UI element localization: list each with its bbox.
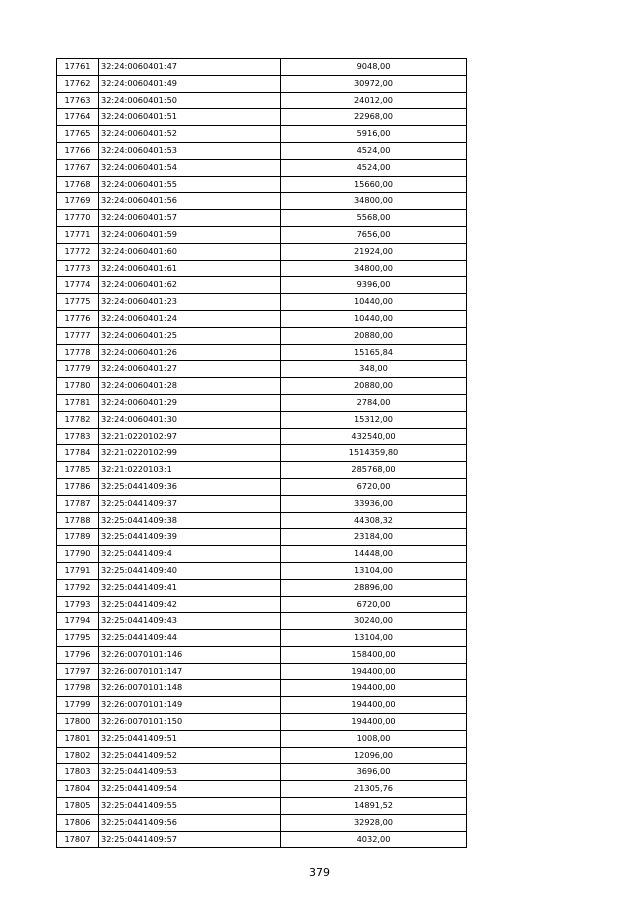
table-row (57, 680, 467, 697)
cadastral-number-cell: 32:24:0060401:57 (99, 210, 281, 227)
cadastral-number-cell: 32:26:0070101:150 (99, 714, 281, 731)
value-cell: 10440,00 (281, 310, 467, 327)
value-cell: 28896,00 (281, 579, 467, 596)
value-cell: 30240,00 (281, 613, 467, 630)
row-number-cell: 17776 (57, 310, 99, 327)
cadastral-number-cell: 32:25:0441409:44 (99, 630, 281, 647)
cadastral-number-cell: 32:25:0441409:51 (99, 730, 281, 747)
cadastral-number-cell: 32:24:0060401:51 (99, 109, 281, 126)
row-number-cell: 17789 (57, 529, 99, 546)
value-cell: 20880,00 (281, 327, 467, 344)
value-cell: 13104,00 (281, 630, 467, 647)
table-row (57, 495, 467, 512)
cadastral-number-cell: 32:25:0441409:43 (99, 613, 281, 630)
cadastral-number-cell: 32:24:0060401:54 (99, 159, 281, 176)
row-number-cell: 17782 (57, 411, 99, 428)
row-number-cell: 17790 (57, 546, 99, 563)
value-cell: 20880,00 (281, 378, 467, 395)
value-cell: 194400,00 (281, 697, 467, 714)
table-row (57, 294, 467, 311)
row-number-cell: 17773 (57, 260, 99, 277)
row-number-cell: 17766 (57, 142, 99, 159)
row-number-cell: 17769 (57, 193, 99, 210)
table-row (57, 512, 467, 529)
cadastral-number-cell: 32:25:0441409:39 (99, 529, 281, 546)
table-row (57, 226, 467, 243)
row-number-cell: 17801 (57, 730, 99, 747)
cadastral-number-cell: 32:25:0441409:54 (99, 781, 281, 798)
table-row (57, 411, 467, 428)
row-number-cell: 17765 (57, 126, 99, 143)
table-row (57, 109, 467, 126)
table-row (57, 260, 467, 277)
table-row (57, 378, 467, 395)
cadastral-number-cell: 32:24:0060401:59 (99, 226, 281, 243)
table-row (57, 814, 467, 831)
cadastral-number-cell: 32:25:0441409:41 (99, 579, 281, 596)
row-number-cell: 17807 (57, 831, 99, 848)
value-cell: 22968,00 (281, 109, 467, 126)
table-row (57, 697, 467, 714)
table-row (57, 126, 467, 143)
cadastral-number-cell: 32:24:0060401:52 (99, 126, 281, 143)
cadastral-number-cell: 32:24:0060401:30 (99, 411, 281, 428)
cadastral-number-cell: 32:25:0441409:55 (99, 798, 281, 815)
value-cell: 21924,00 (281, 243, 467, 260)
value-cell: 34800,00 (281, 193, 467, 210)
row-number-cell: 17781 (57, 394, 99, 411)
cadastral-number-cell: 32:24:0060401:62 (99, 277, 281, 294)
row-number-cell: 17795 (57, 630, 99, 647)
cadastral-number-cell: 32:21:0220102:99 (99, 445, 281, 462)
cadastral-number-cell: 32:26:0070101:147 (99, 663, 281, 680)
row-number-cell: 17796 (57, 646, 99, 663)
cadastral-number-cell: 32:25:0441409:40 (99, 562, 281, 579)
value-cell: 14891,52 (281, 798, 467, 815)
table-row (57, 361, 467, 378)
table-row (57, 529, 467, 546)
row-number-cell: 17771 (57, 226, 99, 243)
table-row (57, 730, 467, 747)
cadastral-number-cell: 32:24:0060401:60 (99, 243, 281, 260)
cadastral-number-cell: 32:21:0220103:1 (99, 462, 281, 479)
row-number-cell: 17787 (57, 495, 99, 512)
table-row (57, 159, 467, 176)
table-row (57, 764, 467, 781)
value-cell: 4524,00 (281, 159, 467, 176)
row-number-cell: 17797 (57, 663, 99, 680)
cadastral-number-cell: 32:24:0060401:23 (99, 294, 281, 311)
table-row (57, 142, 467, 159)
cadastral-number-cell: 32:24:0060401:50 (99, 92, 281, 109)
value-cell: 44308,32 (281, 512, 467, 529)
table-row (57, 193, 467, 210)
table-row (57, 579, 467, 596)
data-table (56, 58, 467, 848)
row-number-cell: 17770 (57, 210, 99, 227)
value-cell: 23184,00 (281, 529, 467, 546)
cadastral-number-cell: 32:24:0060401:27 (99, 361, 281, 378)
value-cell: 5916,00 (281, 126, 467, 143)
row-number-cell: 17780 (57, 378, 99, 395)
value-cell: 34800,00 (281, 260, 467, 277)
value-cell: 14448,00 (281, 546, 467, 563)
table-row (57, 663, 467, 680)
cadastral-number-cell: 32:26:0070101:146 (99, 646, 281, 663)
value-cell: 194400,00 (281, 663, 467, 680)
row-number-cell: 17785 (57, 462, 99, 479)
row-number-cell: 17772 (57, 243, 99, 260)
row-number-cell: 17800 (57, 714, 99, 731)
table-row (57, 714, 467, 731)
value-cell: 1008,00 (281, 730, 467, 747)
row-number-cell: 17802 (57, 747, 99, 764)
table-row (57, 478, 467, 495)
page-number: 379 (309, 866, 330, 879)
row-number-cell: 17763 (57, 92, 99, 109)
row-number-cell: 17762 (57, 75, 99, 92)
cadastral-number-cell: 32:24:0060401:47 (99, 59, 281, 76)
cadastral-number-cell: 32:25:0441409:57 (99, 831, 281, 848)
value-cell: 13104,00 (281, 562, 467, 579)
value-cell: 432540,00 (281, 428, 467, 445)
cadastral-number-cell: 32:25:0441409:42 (99, 596, 281, 613)
cadastral-number-cell: 32:24:0060401:25 (99, 327, 281, 344)
cadastral-number-cell: 32:24:0060401:49 (99, 75, 281, 92)
table-row (57, 428, 467, 445)
row-number-cell: 17804 (57, 781, 99, 798)
table-row (57, 546, 467, 563)
cadastral-number-cell: 32:21:0220102:97 (99, 428, 281, 445)
row-number-cell: 17805 (57, 798, 99, 815)
value-cell: 2784,00 (281, 394, 467, 411)
value-cell: 9396,00 (281, 277, 467, 294)
cadastral-number-cell: 32:24:0060401:61 (99, 260, 281, 277)
row-number-cell: 17803 (57, 764, 99, 781)
value-cell: 24012,00 (281, 92, 467, 109)
row-number-cell: 17806 (57, 814, 99, 831)
value-cell: 15312,00 (281, 411, 467, 428)
row-number-cell: 17764 (57, 109, 99, 126)
row-number-cell: 17775 (57, 294, 99, 311)
cadastral-number-cell: 32:24:0060401:55 (99, 176, 281, 193)
value-cell: 21305,76 (281, 781, 467, 798)
table-row (57, 798, 467, 815)
cadastral-number-cell: 32:24:0060401:56 (99, 193, 281, 210)
row-number-cell: 17767 (57, 159, 99, 176)
table-row (57, 831, 467, 848)
table-body (57, 59, 467, 848)
table-row (57, 747, 467, 764)
row-number-cell: 17783 (57, 428, 99, 445)
row-number-cell: 17793 (57, 596, 99, 613)
row-number-cell: 17786 (57, 478, 99, 495)
row-number-cell: 17779 (57, 361, 99, 378)
table-row (57, 310, 467, 327)
cadastral-number-cell: 32:24:0060401:53 (99, 142, 281, 159)
row-number-cell: 17778 (57, 344, 99, 361)
cadastral-number-cell: 32:24:0060401:26 (99, 344, 281, 361)
cadastral-number-cell: 32:24:0060401:24 (99, 310, 281, 327)
table-row (57, 445, 467, 462)
value-cell: 9048,00 (281, 59, 467, 76)
cadastral-number-cell: 32:26:0070101:149 (99, 697, 281, 714)
value-cell: 6720,00 (281, 596, 467, 613)
table-row (57, 462, 467, 479)
cadastral-number-cell: 32:25:0441409:38 (99, 512, 281, 529)
table-row (57, 210, 467, 227)
row-number-cell: 17761 (57, 59, 99, 76)
value-cell: 194400,00 (281, 680, 467, 697)
value-cell: 4524,00 (281, 142, 467, 159)
row-number-cell: 17794 (57, 613, 99, 630)
table-row (57, 277, 467, 294)
row-number-cell: 17777 (57, 327, 99, 344)
row-number-cell: 17768 (57, 176, 99, 193)
row-number-cell: 17792 (57, 579, 99, 596)
value-cell: 3696,00 (281, 764, 467, 781)
value-cell: 15660,00 (281, 176, 467, 193)
value-cell: 285768,00 (281, 462, 467, 479)
cadastral-number-cell: 32:26:0070101:148 (99, 680, 281, 697)
table-row (57, 176, 467, 193)
table-row (57, 327, 467, 344)
cadastral-number-cell: 32:25:0441409:52 (99, 747, 281, 764)
table-row (57, 344, 467, 361)
row-number-cell: 17798 (57, 680, 99, 697)
value-cell: 32928,00 (281, 814, 467, 831)
cadastral-number-cell: 32:25:0441409:56 (99, 814, 281, 831)
value-cell: 348,00 (281, 361, 467, 378)
value-cell: 30972,00 (281, 75, 467, 92)
table-row (57, 646, 467, 663)
row-number-cell: 17799 (57, 697, 99, 714)
table-row (57, 630, 467, 647)
cadastral-number-cell: 32:24:0060401:28 (99, 378, 281, 395)
cadastral-number-cell: 32:25:0441409:36 (99, 478, 281, 495)
value-cell: 15165,84 (281, 344, 467, 361)
table-row (57, 243, 467, 260)
table-row (57, 75, 467, 92)
cadastral-number-cell: 32:25:0441409:4 (99, 546, 281, 563)
table-row (57, 92, 467, 109)
value-cell: 7656,00 (281, 226, 467, 243)
value-cell: 5568,00 (281, 210, 467, 227)
value-cell: 33936,00 (281, 495, 467, 512)
value-cell: 194400,00 (281, 714, 467, 731)
row-number-cell: 17784 (57, 445, 99, 462)
row-number-cell: 17774 (57, 277, 99, 294)
row-number-cell: 17788 (57, 512, 99, 529)
cadastral-number-cell: 32:24:0060401:29 (99, 394, 281, 411)
value-cell: 6720,00 (281, 478, 467, 495)
table-row (57, 596, 467, 613)
table-row (57, 613, 467, 630)
table-row (57, 781, 467, 798)
table-row (57, 59, 467, 76)
row-number-cell: 17791 (57, 562, 99, 579)
value-cell: 158400,00 (281, 646, 467, 663)
cadastral-number-cell: 32:25:0441409:53 (99, 764, 281, 781)
value-cell: 12096,00 (281, 747, 467, 764)
cadastral-number-cell: 32:25:0441409:37 (99, 495, 281, 512)
value-cell: 1514359,80 (281, 445, 467, 462)
value-cell: 4032,00 (281, 831, 467, 848)
value-cell: 10440,00 (281, 294, 467, 311)
table-row (57, 394, 467, 411)
table-row (57, 562, 467, 579)
